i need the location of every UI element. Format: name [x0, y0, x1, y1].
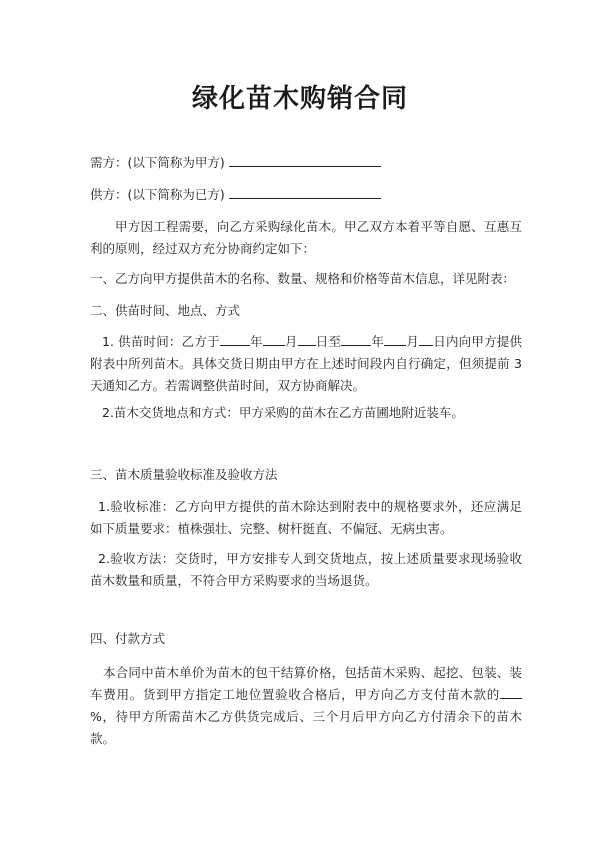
section-3-heading: 三、苗木质量验收标准及验收方法 — [90, 467, 278, 482]
buyer-line — [90, 152, 520, 174]
section-2-item-1 — [90, 331, 522, 397]
payment-suffix: %，待甲方所需苗木乙方供货完成后、三个月后甲方向乙方付清余下的苗木款。 — [90, 709, 522, 746]
end-year-blank[interactable] — [341, 333, 371, 346]
section-3-item-1: 1.验收标准：乙方向甲方提供的苗木除达到附表中的规格要求外，还应满足如下质量要求：植株强壮、完整、树杆挺直、不偏冠、无病虫害。 — [90, 499, 522, 536]
start-day-blank[interactable] — [298, 333, 316, 346]
start-year-blank[interactable] — [220, 333, 250, 346]
start-month-unit: 月 — [284, 334, 298, 349]
seller-line — [90, 184, 520, 206]
section-2-heading: 二、供苗时间、地点、方式 — [90, 303, 241, 318]
section-1-heading: 一、乙方向甲方提供苗木的名称、数量、规格和价格等苗木信息，详见附表： — [90, 271, 516, 286]
supply-time-prefix: 1. 供苗时间：乙方于 — [102, 334, 220, 349]
section-2-item-2: 2.苗木交货地点和方式：甲方采购的苗木在乙方苗圃地附近装车。 — [102, 405, 464, 420]
start-month-blank[interactable] — [263, 333, 285, 346]
section-4-body — [90, 662, 522, 750]
payment-percent-blank[interactable] — [500, 686, 522, 699]
end-month-blank[interactable] — [384, 333, 406, 346]
start-day-to: 日至 — [315, 334, 342, 349]
end-year-unit: 年 — [371, 334, 385, 349]
payment-prefix: 本合同中苗木单价为苗木的包干结算价格，包括苗木采购、起挖、包装、装车费用。货到甲方指定工地位置验收合格后，甲方向乙方支付苗木款的 — [90, 665, 522, 702]
intro-paragraph: 甲方因工程需要，向乙方采购绿化苗木。甲乙双方本着平等自愿、互惠互利的原则，经过双方充分协商约定如下： — [90, 219, 522, 256]
start-year-unit: 年 — [249, 334, 263, 349]
end-month-unit: 月 — [406, 334, 420, 349]
section-3-item-2: 2.验收方法：交货时，甲方安排专人到交货地点，按上述质量要求现场验收苗木数量和质量，不符合甲方采购要求的当场退货。 — [90, 551, 522, 588]
document-title: 绿化苗木购销合同 — [191, 84, 408, 114]
supply-time-suffix: 日内向甲方提供附表中所列苗木。具体交货日期由甲方在上述时间段内自行确定，但须提前 3 天通知乙方。若需调整供苗时间，双方协商解决。 — [90, 334, 522, 393]
end-day-blank[interactable] — [419, 333, 433, 346]
buyer-blank[interactable] — [229, 154, 381, 167]
seller-blank[interactable] — [229, 186, 381, 199]
buyer-label: 需方：(以下简称为甲方) — [90, 155, 225, 170]
seller-label: 供方：(以下简称为已方) — [90, 187, 225, 202]
section-4-heading: 四、付款方式 — [90, 631, 166, 646]
